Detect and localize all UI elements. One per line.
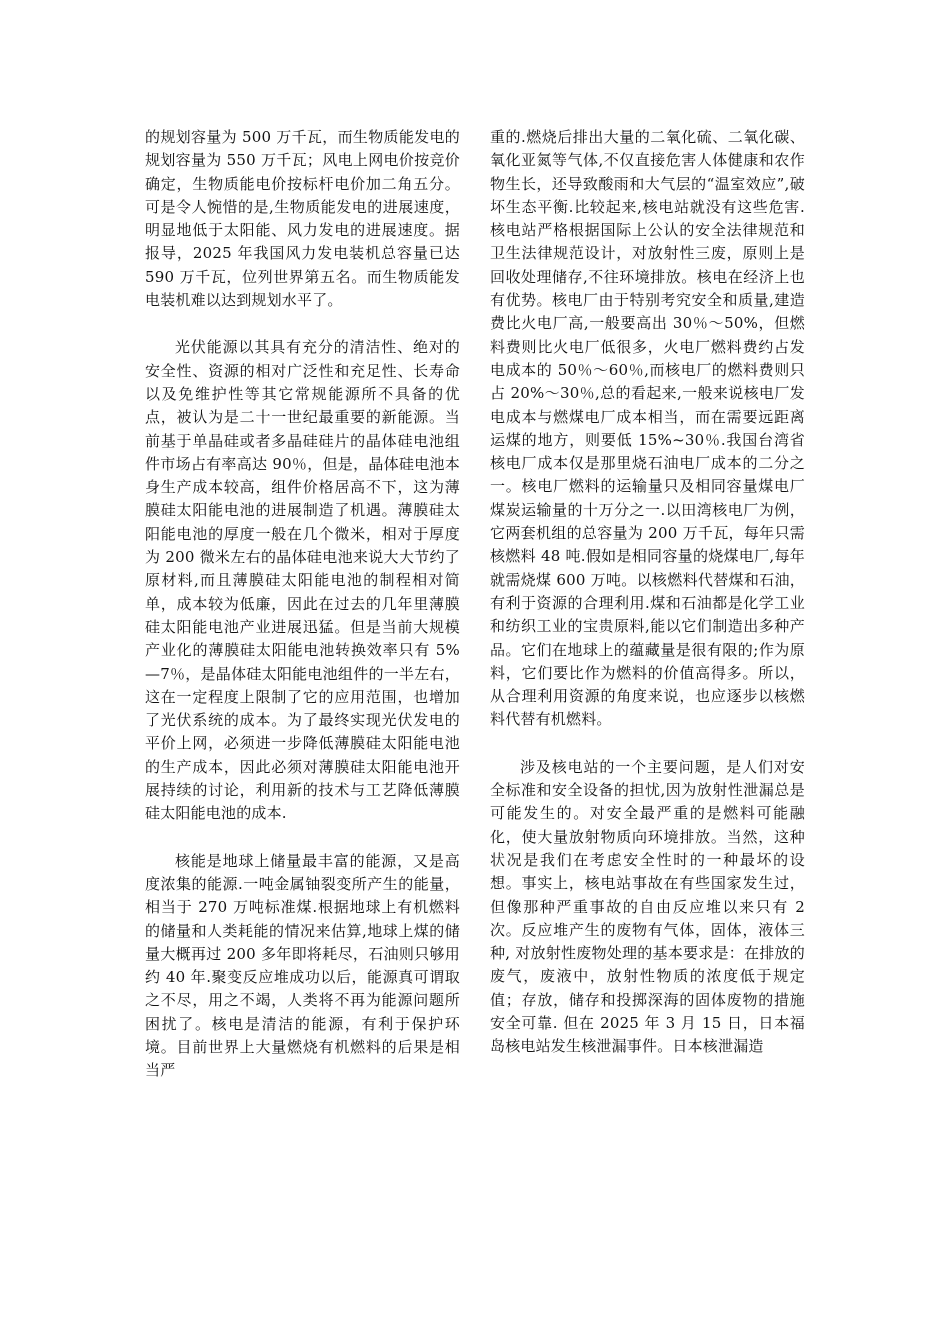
right-text-column <box>490 126 805 1059</box>
paragraph-nuclear-continuation: 重的.燃烧后排出大量的二氧化硫、二氧化碳、氧化亚氮等气体,不仅直接危害人体健康和农作物生长，还导致酸雨和大气层的“温室效应”,破坏生态平衡.比较起来,核电站就没有这些危害.核电站严格根据国际上公认的安全法律规范和卫生法律规范设计，对放射性三废，原则上是回收处理储存,不往环境排放。核电在经济上也有优势。核电厂由于特别考究安全和质量,建造费比火电厂高,一般要高出 30％～50%，但燃料费则比火电厂低很多，火电厂燃料费约占发电成本的 50％～60％,而核电厂的燃料费则只占 20%～30％,总的看起来,一般来说核电厂发电成本与燃煤电厂成本相当，而在需要远距离运煤的地方，则要低 15%~30％.我国台湾省核电厂成本仅是那里烧石油电厂成本的二分之一。核电厂燃料的运输量只及相同容量煤电厂煤炭运输量的十万分之一.以田湾核电厂为例，它两套机组的总容量为 200 万千瓦，每年只需核燃料 48 吨.假如是相同容量的烧煤电厂,每年就需烧煤 600 万吨。以核燃料代替煤和石油，有利于资源的合理利用.煤和石油都是化学工业和纺织工业的宝贵原料,能以它们制造出多种产品。它们在地球上的蕴藏量是很有限的;作为原料，它们要比作为燃料的价值高得多。所以，从合理利用资源的角度来说，也应逐步以核燃料代替有机燃料。 <box>490 128 805 729</box>
paragraph-nuclear-safety: 涉及核电站的一个主要问题，是人们对安全标准和安全设备的担忧,因为放射性泄漏总是可能发生的。对安全最严重的是燃料可能融化，使大量放射物质向环境排放。当然，这种状况是我们在考虑安全性时的一种最坏的设想。事实上，核电站事故在有些国家发生过，但像那种严重事故的自由反应堆以来只有 2 次。反应堆产生的废物有气体，固体，液体三种, 对放射性废物处理的基本要求是：在排放的废气，废液中，放射性物质的浓度低于规定值；存放，储存和投掷深海的固体废物的措施安全可靠. 但在 2025 年 3 月 15 日，日本福岛核电站发生核泄漏事件。日本核泄漏造 <box>490 757 805 1056</box>
paragraph-photovoltaic: 光伏能源以其具有充分的清洁性、绝对的安全性、资源的相对广泛性和充足性、长寿命以及免维护性等其它常规能源所不具备的优点，被认为是二十一世纪最重要的新能源。当前基于单晶硅或者多晶硅硅片的晶体硅电池组件市场占有率高达 90％，但是，晶体硅电池本身生产成本较高，组件价格居高不下，这为薄膜硅太阳能电池的进展制造了机遇。薄膜硅太阳能电池的厚度一般在几个微米，相对于厚度为 200 微米左右的晶体硅电池来说大大节约了原材料,而且薄膜硅太阳能电池的制程相对简单，成本较为低廉，因此在过去的几年里薄膜硅太阳能电池产业进展迅猛。但是当前大规模产业化的薄膜硅太阳能电池转换效率只有 5%—7％，是晶体硅太阳能电池组件的一半左右，这在一定程度上限制了它的应用范围，也增加了光伏系统的成本。为了最终实现光伏发电的平价上网，必须进一步降低薄膜硅太阳能电池的生产成本，因此必须对薄膜硅太阳能电池开展持续的讨论，利用新的技术与工艺降低薄膜硅太阳能电池的成本. <box>145 338 460 823</box>
paragraph-biomass-continuation: 的规划容量为 500 万千瓦，而生物质能发电的规划容量为 550 万千瓦；风电上网电价按竞价确定，生物质能电价按标杆电价加二角五分。可是令人惋惜的是,生物质能发电的进展速度，明显地低于太阳能、风力发电的进展速度。据报导，2025 年我国风力发电装机总容量已达 590 万千瓦，位列世界第五名。而生物质能发电装机难以达到规划水平了。 <box>145 128 460 310</box>
left-text-column <box>145 126 460 1083</box>
paragraph-nuclear-energy: 核能是地球上储量最丰富的能源，又是高度浓集的能源.一吨金属铀裂变所产生的能量，相当于 270 万吨标准煤.根据地球上有机燃料的储量和人类耗能的情况来估算,地球上煤的储量大概再过 200 多年即将耗尽，石油则只够用约 40 年.聚变反应堆成功以后，能源真可谓取之不尽，用之不竭，人类将不再为能源问题所困扰了。核电是清洁的能源，有利于保护环境。目前世界上大量燃烧有机燃料的后果是相当严 <box>145 851 460 1080</box>
